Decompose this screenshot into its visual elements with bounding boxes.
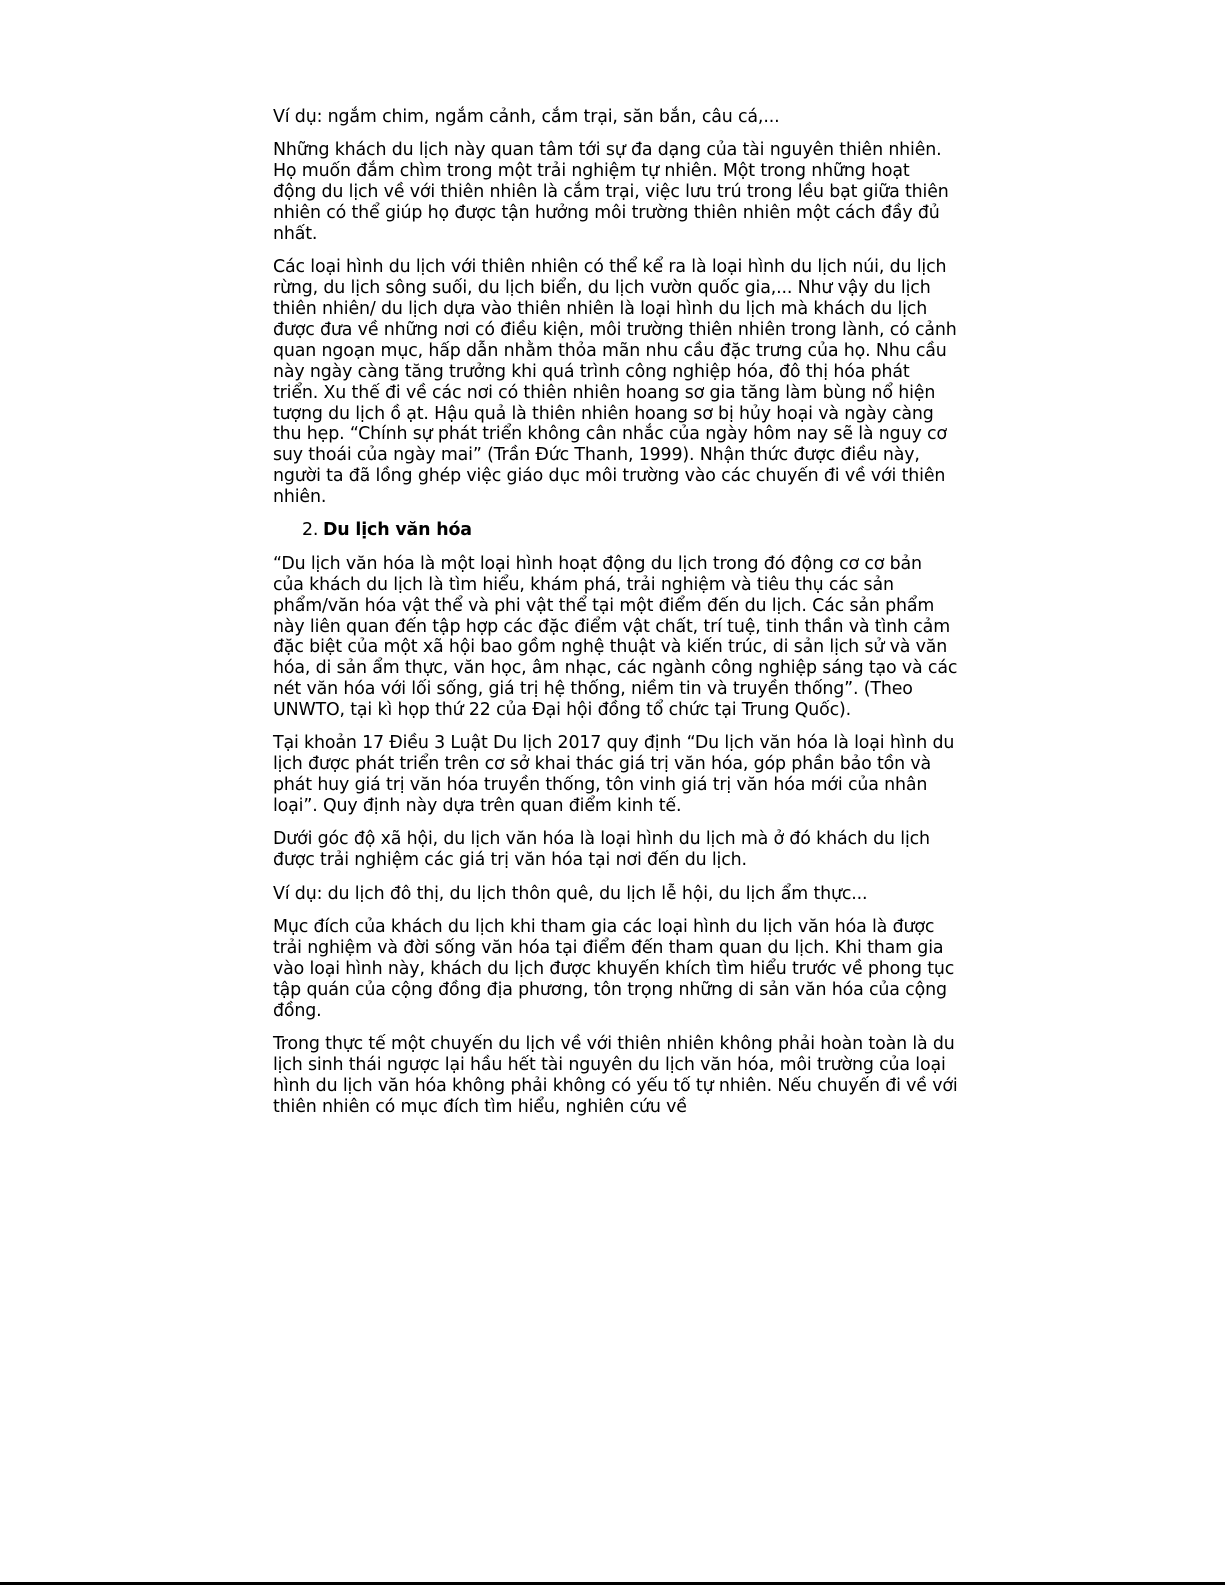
paragraph-tourism-law: Tại khoản 17 Điều 3 Luật Du lịch 2017 quy định “Du lịch văn hóa là loại hình du lịch được phát triển trên cơ sở khai thác giá trị văn hóa, góp phần bảo tồn và phát huy giá trị văn hóa truyền thống, tôn vinh giá trị văn hóa mới của nhân loại”. Quy định này dựa trên quan điểm kinh tế. [273, 733, 955, 817]
paragraph-nature-tourists: Những khách du lịch này quan tâm tới sự đa dạng của tài nguyên thiên nhiên. Họ muốn đắm chìm trong một trải nghiệm tự nhiên. Một trong những hoạt động du lịch về với thiên nhiên là cắm trại, việc lưu trú trong lều bạt giữa thiên nhiên có thể giúp họ được tận hưởng môi trường thiên nhiên một cách đầy đủ nhất. [273, 140, 949, 244]
paragraph-social-perspective: Dưới góc độ xã hội, du lịch văn hóa là loại hình du lịch mà ở đó khách du lịch được trải nghiệm các giá trị văn hóa tại nơi đến du lịch. [273, 829, 930, 871]
paragraph-unwto-definition: “Du lịch văn hóa là một loại hình hoạt động du lịch trong đó động cơ cơ bản của khách du lịch là tìm hiểu, khám phá, trải nghiệm và tiêu thụ các sản phẩm/văn hóa vật thể và phi vật thể tại một điểm đến du lịch. Các sản phẩm này liên quan đến tập hợp các đặc điểm vật chất, trí tuệ, tinh thần và tình cảm đặc biệt của một xã hội bao gồm nghệ thuật và kiến trúc, di sản lịch sử và văn hóa, di sản ẩm thực, văn học, âm nhạc, các ngành công nghiệp sáng tạo và các nét văn hóa với lối sống, giá trị hệ thống, niềm tin và truyền thống”. (Theo UNWTO, tại kì họp thứ 22 của Đại hội đồng tổ chức tại Trung Quốc). [273, 553, 958, 721]
paragraph-purpose: Mục đích của khách du lịch khi tham gia các loại hình du lịch văn hóa là được trải nghiệm và đời sống văn hóa tại điểm đến tham quan du lịch. Khi tham gia vào loại hình này, khách du lịch được khuyến khích tìm hiểu trước về phong tục tập quán của cộng đồng địa phương, tôn trọng những di sản văn hóa của cộng đồng. [273, 916, 955, 1021]
paragraph-reality: Trong thực tế một chuyến du lịch về với thiên nhiên không phải hoàn toàn là du lịch sinh thái ngược lại hầu hết tài nguyên du lịch văn hóa, môi trường của loại hình du lịch văn hóa không phải không có yếu tố tự nhiên. Nếu chuyến đi về với thiên nhiên có mục đích tìm hiểu, nghiên cứu về [273, 1033, 958, 1117]
section-number: 2. [302, 520, 319, 541]
section-heading-cultural-tourism [273, 520, 958, 541]
section-title: Du lịch văn hóa [323, 520, 472, 541]
paragraph-nature-tourism-types: Các loại hình du lịch với thiên nhiên có thể kể ra là loại hình du lịch núi, du lịch rừng, du lịch sông suối, du lịch biển, du lịch vườn quốc gia,... Như vậy du lịch thiên nhiên/ du lịch dựa vào thiên nhiên là loại hình du lịch mà khách du lịch được đưa về những nơi có điều kiện, môi trường thiên nhiên trong lành, có cảnh quan ngoạn mục, hấp dẫn nhằm thỏa mãn nhu cầu đặc trưng của họ. Nhu cầu này ngày càng tăng trưởng khi quá trình công nghiệp hóa, đô thị hóa phát triển. Xu thế đi về các nơi có thiên nhiên hoang sơ gia tăng làm bùng nổ hiện tượng du lịch ồ ạt. Hậu quả là thiên nhiên hoang sơ bị hủy hoại và ngày càng thu hẹp. “Chính sự phát triển không cân nhắc của ngày hôm nay sẽ là nguy cơ suy thoái của ngày mai” (Trần Đức Thanh, 1999). Nhận thức được điều này, người ta đã lồng ghép việc giáo dục môi trường vào các chuyến đi về với thiên nhiên. [273, 257, 957, 508]
document-body [273, 107, 958, 1130]
paragraph-example-nature: Ví dụ: ngắm chim, ngắm cảnh, cắm trại, săn bắn, câu cá,... [273, 107, 780, 127]
paragraph-example-cultural: Ví dụ: du lịch đô thị, du lịch thôn quê, du lịch lễ hội, du lịch ẩm thực... [273, 883, 868, 904]
